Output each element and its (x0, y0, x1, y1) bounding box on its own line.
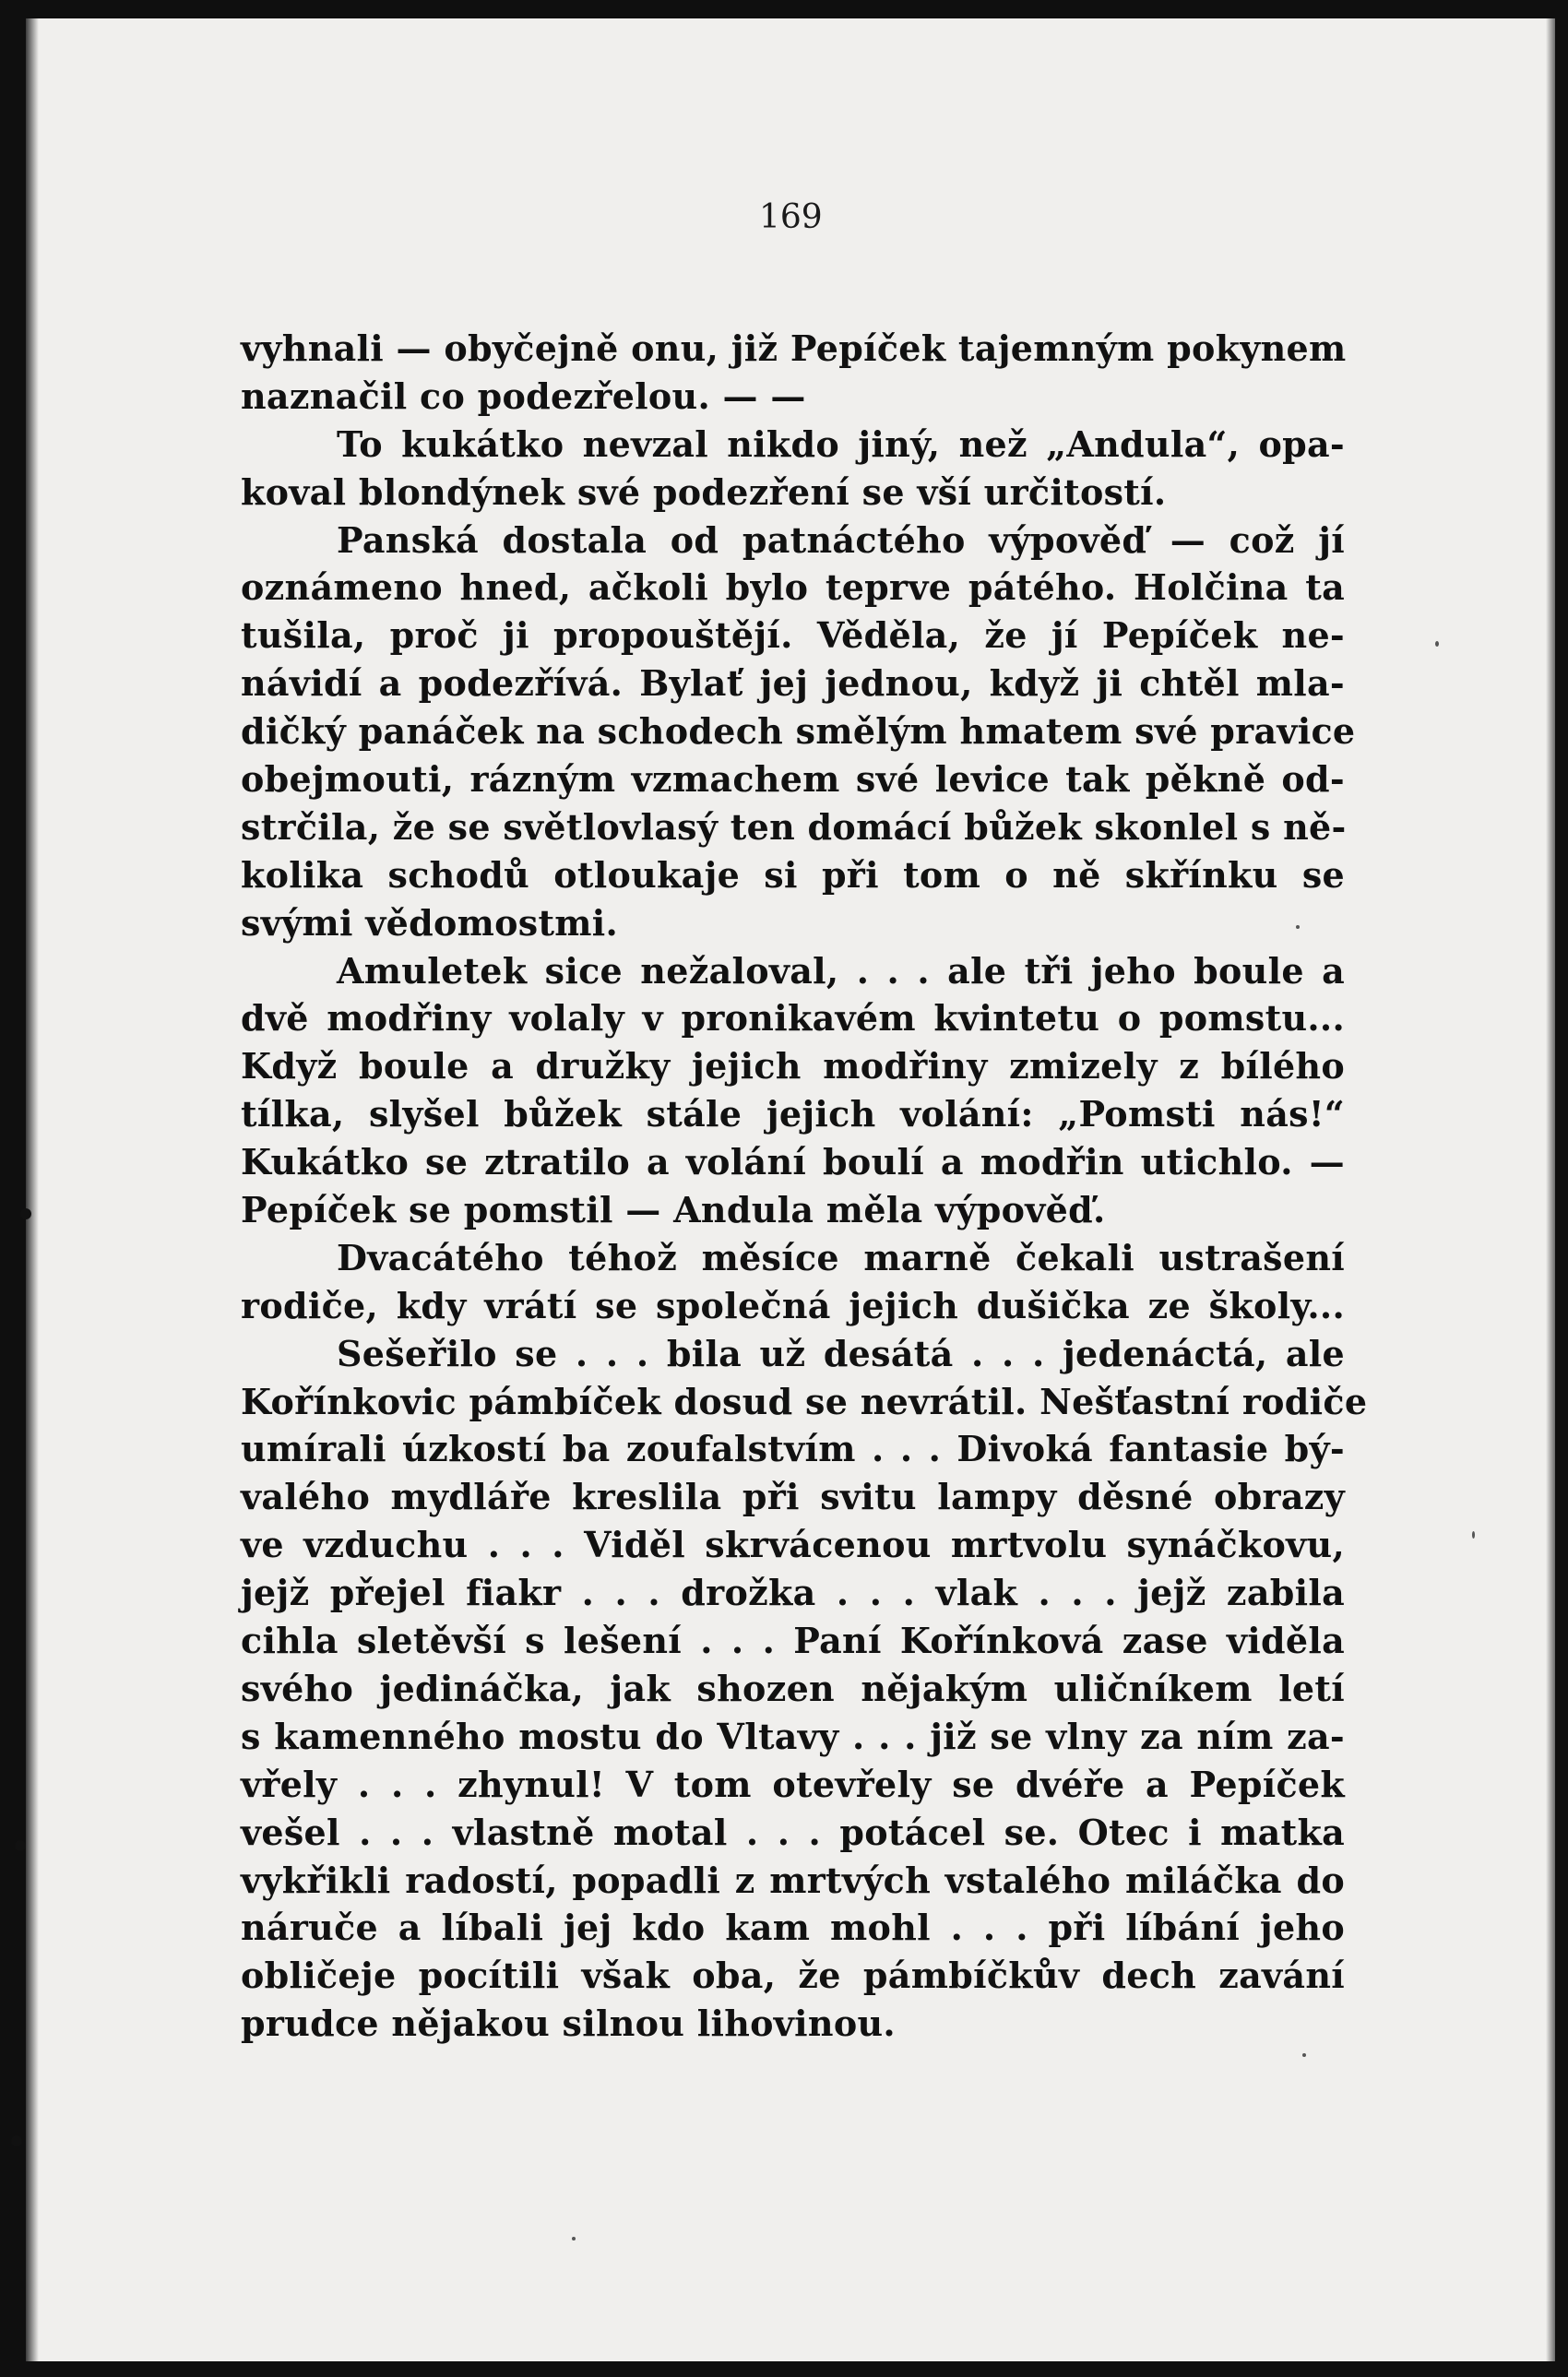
text-line: Amuletek sice nežaloval, . . . ale tři jeho boule a (337, 949, 1345, 992)
text-line: prudce nějakou silnou lihovinou. (241, 2003, 896, 2045)
text-line: koval blondýnek své podezření se vší určitostí. (241, 470, 1167, 513)
text-line: strčila, že se světlovlasý ten domácí bůžek skonlel s ně- (241, 805, 1347, 848)
text-line: dvě modřiny volaly v pronikavém kvintetu o pomstu... (241, 997, 1345, 1040)
page-number: 169 (759, 198, 823, 236)
text-line: vyhnali — obyčejně onu, již Pepíček tajemným pokynem (241, 327, 1347, 369)
text-line: svého jedináčka, jak shozen nějakým uličníkem letí (241, 1667, 1345, 1709)
binding-mark (15, 1840, 26, 1851)
text-line: umírali úzkostí ba zoufalstvím . . . Divoká fantasie bý- (241, 1428, 1345, 1470)
text-line: cihla sletěvší s lešení . . . Paní Kořínková zase viděla (241, 1620, 1345, 1662)
text-line: návidí a podezřívá. Bylať jej jednou, když ji chtěl mla- (241, 662, 1345, 705)
text-line: jejž přejel fiakr . . . drožka . . . vlak . . . jejž zabila (241, 1572, 1345, 1614)
text-line: obejmouti, rázným vzmachem své levice tak pěkně od- (241, 758, 1345, 801)
body-text (241, 325, 1368, 2048)
paper-speck (1435, 641, 1439, 647)
text-line: náruče a líbali jej kdo kam mohl . . . při líbání jeho (241, 1907, 1345, 1949)
text-line: vešel . . . vlastně motal . . . potácel se. Otec i matka (241, 1811, 1345, 1853)
text-line: tílka, slyšel bůžek stále jejich volání: „Pomsti nás!“ (241, 1093, 1345, 1135)
paper-speck (1472, 1531, 1475, 1539)
text-line: dičký panáček na schodech smělým hmatem své pravice (241, 710, 1356, 753)
text-line: kolika schodů otloukaje si při tom o ně skřínku se (241, 853, 1345, 896)
text-line: oznámeno hned, ačkoli bylo teprve pátého. Holčina ta (241, 566, 1345, 609)
paper-speck (572, 2237, 576, 2240)
text-line: To kukátko nevzal nikdo jiný, než „Andula“, opa- (337, 422, 1345, 465)
text-line: vykřikli radostí, popadli z mrtvých vstalého miláčka do (241, 1859, 1345, 1901)
text-line: Kukátko se ztratilo a volání boulí a modřin utichlo. — (241, 1141, 1345, 1183)
paper-speck (1302, 2053, 1306, 2057)
binding-mark (11, 2135, 22, 2146)
text-line: Kořínkovic pámbíček dosud se nevrátil. Nešťastní rodiče (241, 1380, 1368, 1422)
text-line: Sešeřilo se . . . bila už desátá . . . jedenáctá, ale (337, 1332, 1345, 1374)
page-right-edge-shadow (1546, 18, 1555, 2361)
text-line: obličeje pocítili však oba, že pámbíčkův dech zavání (241, 1955, 1345, 1997)
text-line: rodiče, kdy vrátí se společná jejich dušička ze školy... (241, 1284, 1345, 1326)
text-line: ve vzduchu . . . Viděl skrvácenou mrtvolu synáčkovu, (241, 1524, 1345, 1566)
text-line: s kamenného mostu do Vltavy . . . již se vlny za ním za- (241, 1715, 1345, 1757)
text-line: vřely . . . zhynul! V tom otevřely se dvéře a Pepíček (241, 1763, 1345, 1805)
text-line: naznačil co podezřelou. — — (241, 374, 806, 417)
text-line: svými vědomostmi. (241, 901, 619, 944)
text-line: Pepíček se pomstil — Andula měla výpověď. (241, 1189, 1106, 1231)
text-line: Když boule a družky jejich modřiny zmizely z bílého (241, 1045, 1345, 1087)
text-line: Dvacátého téhož měsíce marně čekali ustrašení (337, 1236, 1345, 1278)
text-line: tušila, proč ji propouštějí. Věděla, že jí Pepíček ne- (241, 614, 1345, 657)
page-left-edge-shadow (26, 18, 39, 2361)
text-line: Panská dostala od patnáctého výpověď — což jí (337, 518, 1345, 561)
binding-mark (20, 1208, 31, 1219)
text-line: valého mydláře kreslila při svitu lampy děsné obrazy (241, 1476, 1345, 1518)
